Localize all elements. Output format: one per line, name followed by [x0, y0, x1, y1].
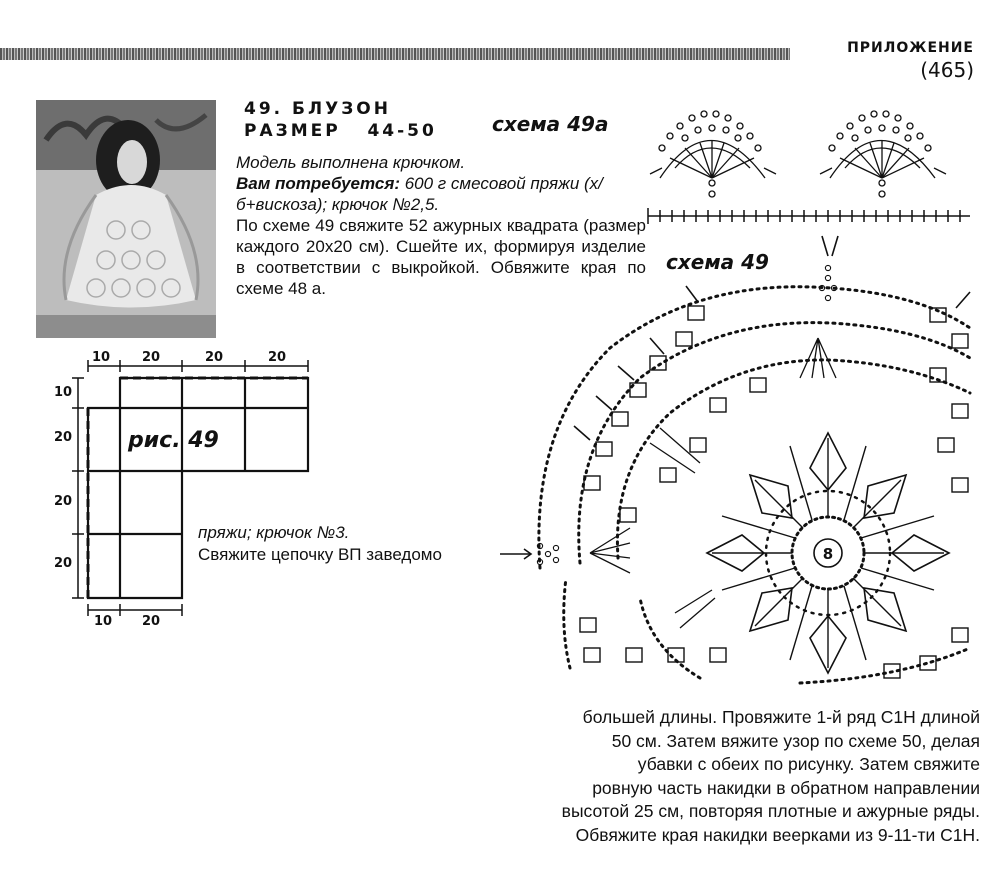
header-band — [0, 48, 790, 60]
scheme-49-label: схема 49 — [666, 250, 769, 274]
mid-text-line2: Свяжите цепочку ВП заведомо — [198, 545, 442, 564]
dim-left-1: 10 — [54, 385, 73, 400]
scheme-49-chart — [500, 228, 980, 688]
dim-top-2: 20 — [142, 350, 161, 365]
materials-label: Вам потребуется: — [236, 174, 400, 193]
pattern-diagram — [40, 346, 340, 636]
item-title-line2: РАЗМЕР 44-50 — [244, 121, 437, 141]
dim-bottom-1: 10 — [94, 614, 113, 629]
dim-top-4: 20 — [268, 350, 287, 365]
item-title — [244, 98, 437, 142]
bottom-line: большей длины. Провяжите 1-й ряд С1Н длиной — [582, 707, 980, 727]
materials-text: 600 г смесовой пряжи (х/б+вискоза); крючок №2,5. — [236, 174, 603, 214]
bottom-line: 50 см. Затем вяжите узор по схеме 50, делая — [611, 730, 980, 751]
dim-left-3: 20 — [54, 494, 73, 509]
dim-left-2: 20 — [54, 430, 73, 445]
materials-note — [236, 173, 646, 215]
dim-top-1: 10 — [92, 350, 111, 365]
dim-left-4: 20 — [54, 556, 73, 571]
bottom-line: Обвяжите края накидки веерками из 9-11-ти С1Н. — [575, 824, 980, 845]
model-note: Модель выполнена крючком. — [236, 153, 466, 172]
bottom-line: убавки с обеих по рисунку. Затем свяжите — [637, 754, 980, 774]
dim-top-3: 20 — [205, 350, 224, 365]
item-title-line1: 49. БЛУЗОН — [244, 99, 391, 119]
bottom-line: высотой 25 см, повторяя плотные и ажурные ряды. — [561, 801, 980, 821]
figure-49-label: рис. 49 — [128, 428, 219, 453]
bottom-instructions — [410, 706, 980, 847]
instructions-text: По схеме 49 свяжите 52 ажурных квадрата (размер каждого 20х20 см). Сшейте их, формируя изделие в соответствии с выкройкой. Обвяжите края по схеме 48 а. — [236, 216, 646, 298]
mid-text-line1: пряжи; крючок №3. — [198, 523, 350, 542]
motif-center-number: 8 — [822, 545, 834, 563]
model-photo — [36, 100, 216, 338]
page-number: (465) — [920, 58, 974, 82]
scheme-49a-label: схема 49а — [492, 112, 609, 136]
dim-bottom-2: 20 — [142, 614, 161, 629]
mid-text — [198, 522, 528, 566]
scheme-49a-chart — [640, 108, 980, 226]
section-title: ПРИЛОЖЕНИЕ — [847, 40, 974, 56]
bottom-line: ровную часть накидки в обратном направлении — [592, 777, 980, 798]
